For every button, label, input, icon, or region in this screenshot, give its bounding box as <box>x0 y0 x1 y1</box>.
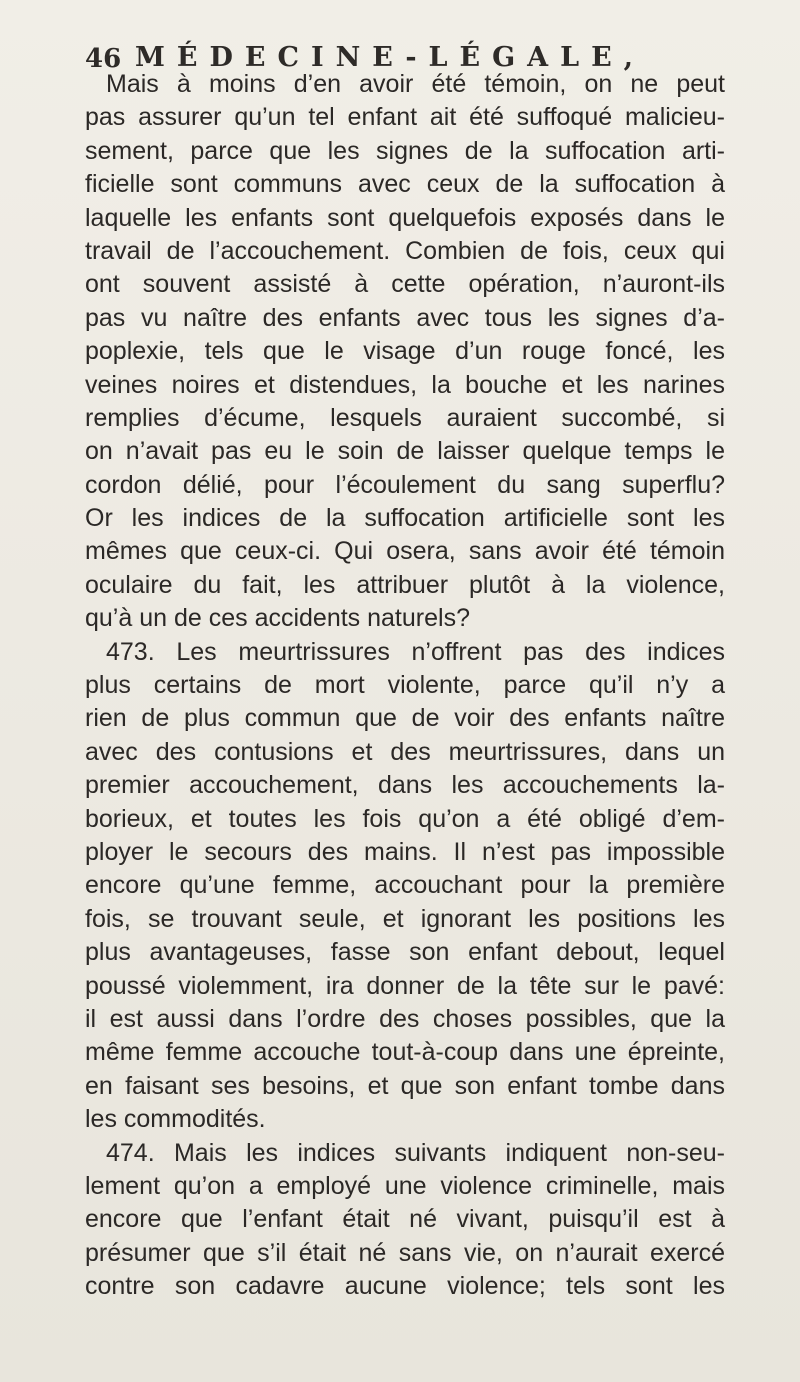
text-line: les commodités. <box>85 1105 266 1134</box>
text-line: pas vu naître des enfants avec tous les signes d’a- <box>85 303 725 332</box>
text-line: 473. Les meurtrissures n’offrent pas des indices <box>106 637 725 666</box>
text-line: ficielle sont communs avec ceux de la suffocation à <box>85 170 725 199</box>
text-line: veines noires et distendues, la bouche et les narines <box>85 370 725 399</box>
text-line: lement qu’on a employé une violence criminelle, mais <box>85 1171 725 1200</box>
text-line: en faisant ses besoins, et que son enfant tombe dans <box>85 1071 725 1100</box>
text-line: pas assurer qu’un tel enfant ait été suffoqué malicieu- <box>85 103 725 132</box>
text-line: sement, parce que les signes de la suffocation arti- <box>85 136 725 165</box>
text-line: avec des contusions et des meurtrissures, dans un <box>85 737 725 766</box>
text-line: on n’avait pas eu le soin de laisser quelque temps le <box>85 437 725 466</box>
text-line: remplies d’écume, lesquels auraient succombé, si <box>85 403 725 432</box>
text-line: même femme accouche tout-à-coup dans une épreinte, <box>85 1038 725 1067</box>
text-line: encore que l’enfant était né vivant, puisqu’il est à <box>85 1205 725 1234</box>
text-line: qu’à un de ces accidents naturels? <box>85 604 470 633</box>
text-line: borieux, et toutes les fois qu’on a été obligé d’em- <box>85 804 725 833</box>
text-line: présumer que s’il était né sans vie, on n’aurait exercé <box>85 1238 725 1267</box>
text-line: travail de l’accouchement. Combien de fois, ceux qui <box>85 236 725 265</box>
text-line: poplexie, tels que le visage d’un rouge foncé, les <box>85 337 725 366</box>
text-line: Mais à moins d’en avoir été témoin, on ne peut <box>106 70 725 98</box>
text-line: 474. Mais les indices suivants indiquent non-seu- <box>106 1138 725 1167</box>
running-head: MÉDECINE-LÉGALE, <box>135 42 646 73</box>
text-line: plus avantageuses, fasse son enfant debout, lequel <box>85 938 725 967</box>
text-line: ployer le secours des mains. Il n’est pas impossible <box>85 837 725 866</box>
text-line: cordon délié, pour l’écoulement du sang superflu? <box>85 470 725 499</box>
text-line: fois, se trouvant seule, et ignorant les positions les <box>85 904 725 933</box>
text-line: contre son cadavre aucune violence; tels sont les <box>85 1272 725 1301</box>
body-text <box>85 68 725 1303</box>
text-line: oculaire du fait, les attribuer plutôt à la violence, <box>85 570 725 599</box>
text-line: rien de plus commun que de voir des enfants naître <box>85 704 725 733</box>
text-line: poussé violemment, ira donner de la tête sur le pavé: <box>85 971 725 1000</box>
text-line: premier accouchement, dans les accouchements la- <box>85 771 725 800</box>
text-line: mêmes que ceux-ci. Qui osera, sans avoir été témoin <box>85 537 725 566</box>
text-line: plus certains de mort violente, parce qu’il n’y a <box>85 671 725 700</box>
text-line: encore qu’une femme, accouchant pour la première <box>85 871 725 900</box>
text-line: Or les indices de la suffocation artificielle sont les <box>85 504 725 533</box>
text-line: ont souvent assisté à cette opération, n’auront-ils <box>85 270 725 299</box>
text-line: laquelle les enfants sont quelquefois exposés dans le <box>85 203 725 232</box>
text-line: il est aussi dans l’ordre des choses possibles, que la <box>85 1004 725 1033</box>
page-number: 46 <box>85 44 122 74</box>
